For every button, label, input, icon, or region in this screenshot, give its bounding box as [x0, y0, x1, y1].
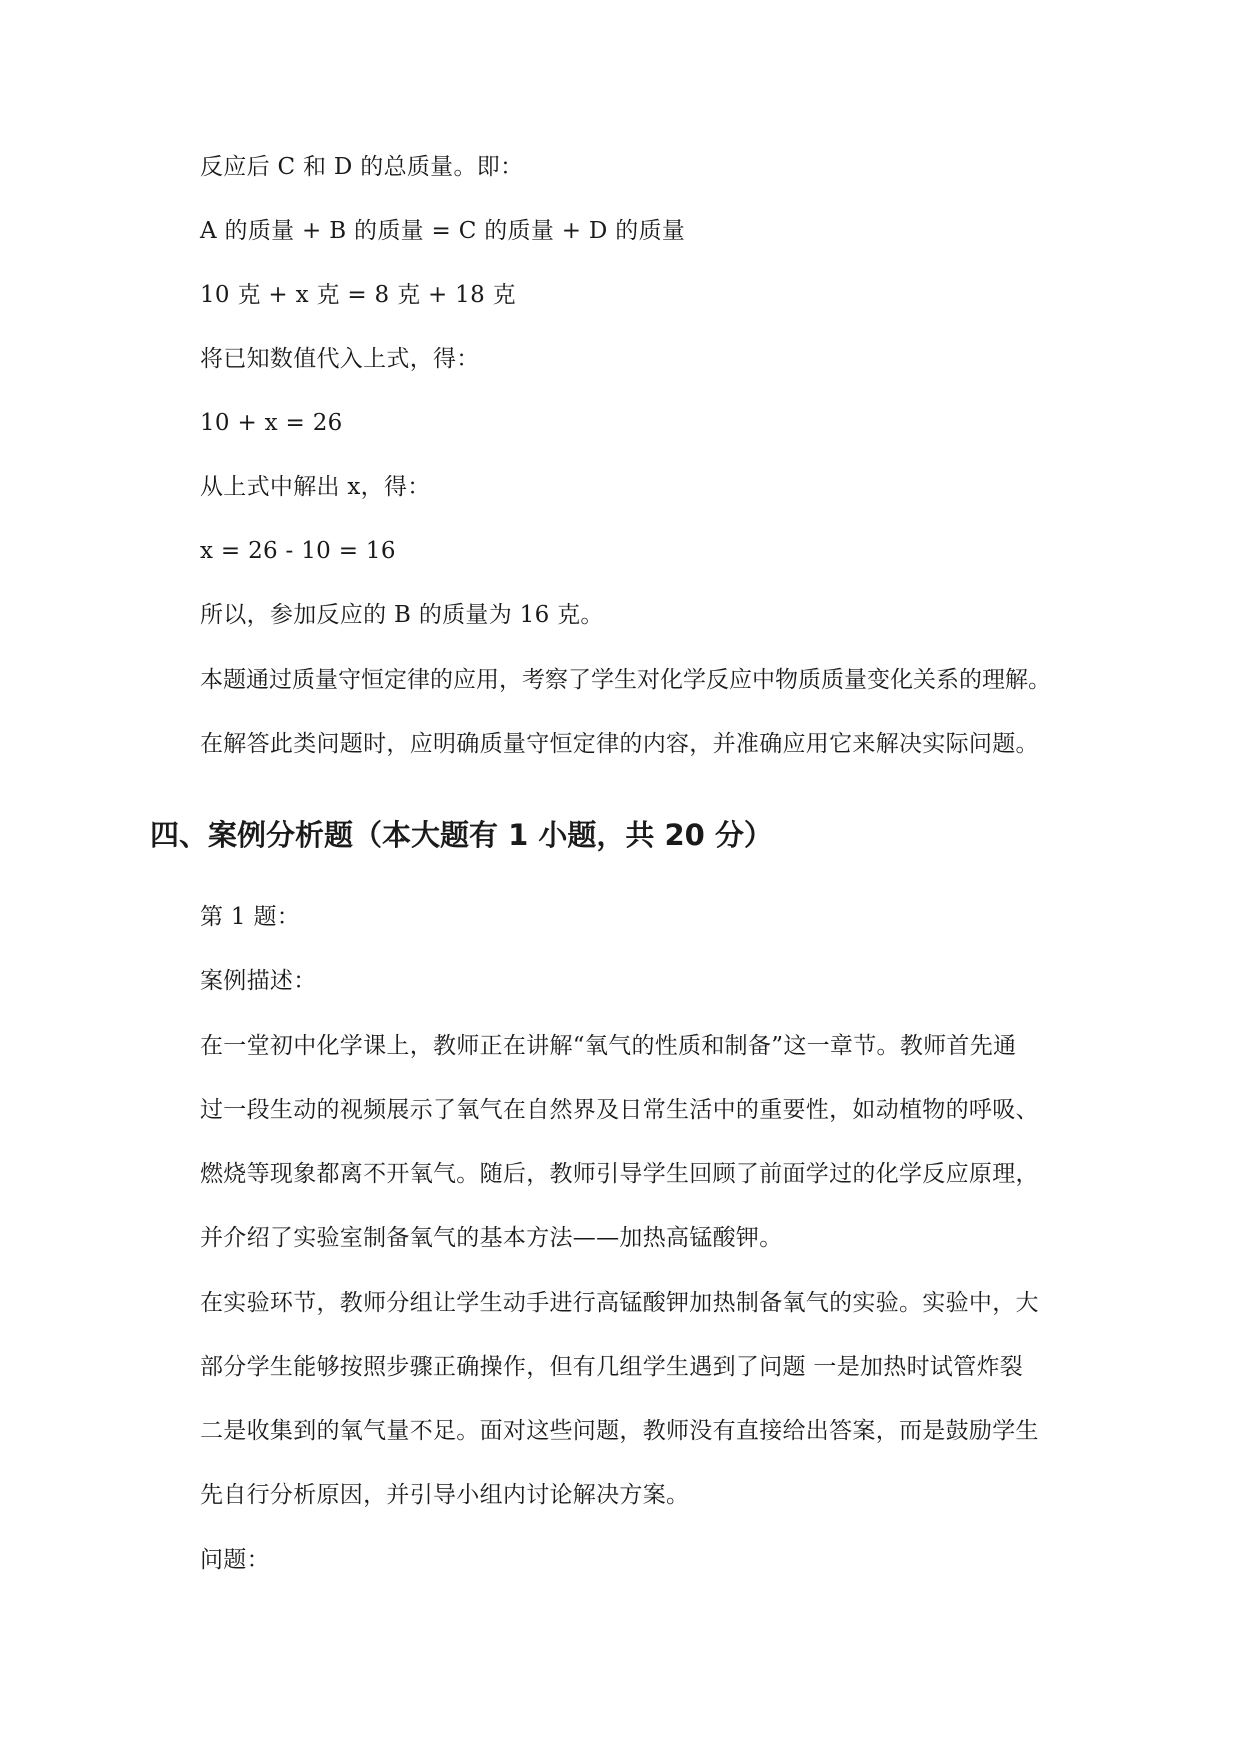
text-line: 部分学生能够按照步骤正确操作，但有几组学生遇到了问题 一是加热时试管炸裂: [200, 1354, 1024, 1380]
equation-line: 10 + x = 26: [200, 410, 343, 436]
text-line: 燃烧等现象都离不开氧气。随后，教师引导学生回顾了前面学过的化学反应原理，: [200, 1161, 1039, 1187]
text-line: 所以，参加反应的 B 的质量为 16 克。: [200, 602, 604, 628]
text-line: 过一段生动的视频展示了氧气在自然界及日常生活中的重要性，如动植物的呼吸、: [200, 1097, 1039, 1123]
text-line: 在一堂初中化学课上，教师正在讲解“氧气的性质和制备”这一章节。教师首先通: [200, 1033, 1017, 1059]
text-line: 并介绍了实验室制备氧气的基本方法——加热高锰酸钾。: [200, 1225, 783, 1251]
text-line: 先自行分析原因，并引导小组内讨论解决方案。: [200, 1482, 690, 1508]
text-line: 反应后 C 和 D 的总质量。即：: [200, 154, 524, 180]
question-number: 第 1 题：: [200, 904, 301, 930]
equation-line: x = 26 - 10 = 16: [200, 538, 396, 564]
equation-line: 10 克 + x 克 = 8 克 + 18 克: [200, 282, 516, 308]
text-line: 案例描述：: [200, 968, 317, 994]
text-line: 本题通过质量守恒定律的应用，考察了学生对化学反应中物质质量变化关系的理解。: [200, 667, 1051, 693]
text-line: 从上式中解出 x，得：: [200, 474, 431, 500]
equation-line: A 的质量 + B 的质量 = C 的质量 + D 的质量: [200, 218, 686, 244]
text-line: 将已知数值代入上式，得：: [200, 346, 480, 372]
text-line: 二是收集到的氧气量不足。面对这些问题，教师没有直接给出答案，而是鼓励学生: [200, 1418, 1039, 1444]
text-line: 问题：: [200, 1547, 270, 1573]
section-heading: 四、案例分析题（本大题有 1 小题，共 20 分）: [150, 818, 773, 852]
text-line: 在解答此类问题时，应明确质量守恒定律的内容，并准确应用它来解决实际问题。: [200, 731, 1039, 757]
text-line: 在实验环节，教师分组让学生动手进行高锰酸钾加热制备氧气的实验。实验中，大: [200, 1290, 1039, 1316]
